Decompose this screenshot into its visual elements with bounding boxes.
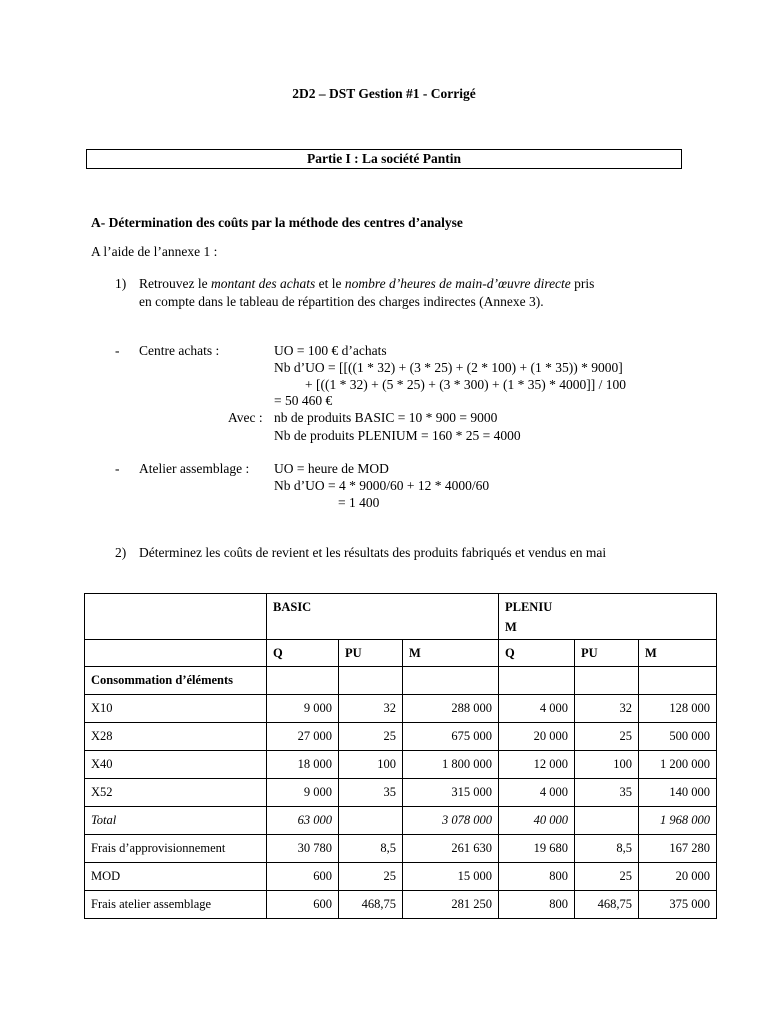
table-cell: 167 280 <box>639 835 717 863</box>
q1-mid: et le <box>315 276 345 291</box>
table-cell: 375 000 <box>639 891 717 919</box>
table-cell: 600 <box>267 891 339 919</box>
q1-em-achats: montant des achats <box>210 276 316 291</box>
table-cell: 315 000 <box>403 779 499 807</box>
table-cell: 18 000 <box>267 751 339 779</box>
table-cell: 100 <box>339 751 403 779</box>
table-cell: 25 <box>339 863 403 891</box>
table-cell: 675 000 <box>403 723 499 751</box>
table-corner-cell <box>85 594 267 640</box>
table-cell: 25 <box>339 723 403 751</box>
table-cell <box>499 667 575 695</box>
q1-pre: Retrouvez le <box>139 276 211 291</box>
intro-text: A l’aide de l’annexe 1 : <box>91 244 218 259</box>
table-cell: 25 <box>575 723 639 751</box>
achats-label: Centre achats : <box>139 343 220 358</box>
table-cell: 35 <box>575 779 639 807</box>
row-label: X28 <box>85 723 267 751</box>
atelier-bullet: - <box>115 461 120 476</box>
table-cell: 40 000 <box>499 807 575 835</box>
table-cell: 500 000 <box>639 723 717 751</box>
table-cell: 27 000 <box>267 723 339 751</box>
q1-line2: en compte dans le tableau de répartition des charges indirectes (Annexe 3). <box>139 294 544 309</box>
table-cell: 4 000 <box>499 779 575 807</box>
row-label: X10 <box>85 695 267 723</box>
table-cell: 468,75 <box>575 891 639 919</box>
table-cell <box>403 667 499 695</box>
sub-header-cell: M <box>403 640 499 667</box>
group-header-plenium <box>499 594 717 640</box>
table-cell: 25 <box>575 863 639 891</box>
table-cell: 8,5 <box>339 835 403 863</box>
cost-table <box>84 593 717 919</box>
table-cell: 1 800 000 <box>403 751 499 779</box>
achats-line-result: = 50 460 € <box>274 393 333 408</box>
table-cell: 288 000 <box>403 695 499 723</box>
table-row <box>85 807 717 835</box>
table-cell: 32 <box>575 695 639 723</box>
sub-header-blank <box>85 640 267 667</box>
part-title: Partie I : La société Pantin <box>306 151 462 166</box>
atelier-line-uo: UO = heure de MOD <box>274 461 389 476</box>
table-cell: 1 200 000 <box>639 751 717 779</box>
row-label: Frais atelier assemblage <box>85 891 267 919</box>
table-cell: 600 <box>267 863 339 891</box>
sub-header-cell: M <box>639 640 717 667</box>
achats-line-uo: UO = 100 € d’achats <box>274 343 387 358</box>
q2-number: 2) <box>115 545 127 560</box>
atelier-label: Atelier assemblage : <box>139 461 250 476</box>
atelier-line-result: = 1 400 <box>338 495 380 510</box>
table-body <box>85 667 717 919</box>
table-cell: 128 000 <box>639 695 717 723</box>
table-cell: 20 000 <box>639 863 717 891</box>
table-cell <box>267 667 339 695</box>
table-cell <box>339 807 403 835</box>
table-cell: 8,5 <box>575 835 639 863</box>
table-cell: 261 630 <box>403 835 499 863</box>
table-row <box>85 723 717 751</box>
table-cell <box>339 667 403 695</box>
row-label: Frais d’approvisionnement <box>85 835 267 863</box>
table-row <box>85 779 717 807</box>
group-header-plenium-text: PLENIUM <box>505 600 553 634</box>
achats-line-continued: + [((1 * 32) + (5 * 25) + (3 * 300) + (1 * 35) * 4000]] / 100 <box>305 377 627 392</box>
achats-bullet: - <box>115 343 120 358</box>
table-row <box>85 751 717 779</box>
table-cell: 468,75 <box>339 891 403 919</box>
table-cell: 140 000 <box>639 779 717 807</box>
table-cell: 4 000 <box>499 695 575 723</box>
table-cell: 19 680 <box>499 835 575 863</box>
table-cell: 12 000 <box>499 751 575 779</box>
q1-em-heures: nombre d’heures de main-d’œuvre directe <box>344 276 571 291</box>
q1-number: 1) <box>115 276 127 291</box>
table-group-header-row <box>85 594 717 640</box>
table-cell: 800 <box>499 863 575 891</box>
table-cell: 3 078 000 <box>403 807 499 835</box>
table-row <box>85 695 717 723</box>
table-cell: 800 <box>499 891 575 919</box>
q2-text: Déterminez les coûts de revient et les résultats des produits fabriqués et vendus en mai <box>139 545 607 560</box>
table-row <box>85 891 717 919</box>
table-cell: 1 968 000 <box>639 807 717 835</box>
table-cell: 281 250 <box>403 891 499 919</box>
table-cell <box>639 667 717 695</box>
q1-line1 <box>139 276 594 292</box>
table-cell: 9 000 <box>267 779 339 807</box>
table-cell: 35 <box>339 779 403 807</box>
sub-header-cell: Q <box>267 640 339 667</box>
atelier-line-nb-uo: Nb d’UO = 4 * 9000/60 + 12 * 4000/60 <box>274 478 490 493</box>
table-row <box>85 863 717 891</box>
achats-avec: Avec : <box>228 410 263 425</box>
table-cell <box>575 667 639 695</box>
table-cell: 32 <box>339 695 403 723</box>
sub-header-cell: PU <box>339 640 403 667</box>
q1-post: pris <box>570 276 595 291</box>
table-cell: 63 000 <box>267 807 339 835</box>
document-title: 2D2 – DST Gestion #1 - Corrigé <box>292 86 476 101</box>
group-header-basic: BASIC <box>267 594 499 640</box>
table-cell: 15 000 <box>403 863 499 891</box>
achats-line-nb-uo: Nb d’UO = [[((1 * 32) + (3 * 25) + (2 * 100) + (1 * 35)) * 9000] <box>274 360 623 375</box>
row-label: X52 <box>85 779 267 807</box>
row-label: X40 <box>85 751 267 779</box>
table-cell: 20 000 <box>499 723 575 751</box>
row-label: Total <box>85 807 267 835</box>
table-cell: 100 <box>575 751 639 779</box>
row-label: Consommation d’éléments <box>85 667 267 695</box>
part-title-box <box>86 149 682 169</box>
sub-header-cell: PU <box>575 640 639 667</box>
table-cell <box>575 807 639 835</box>
section-a-heading: A- Détermination des coûts par la méthode des centres d’analyse <box>91 215 463 230</box>
achats-line-plenium: Nb de produits PLENIUM = 160 * 25 = 4000 <box>274 428 521 443</box>
table-cell: 30 780 <box>267 835 339 863</box>
table-row <box>85 667 717 695</box>
table-row <box>85 835 717 863</box>
table-sub-header-row <box>85 640 717 667</box>
achats-line-basic: nb de produits BASIC = 10 * 900 = 9000 <box>274 410 498 425</box>
row-label: MOD <box>85 863 267 891</box>
table-cell: 9 000 <box>267 695 339 723</box>
sub-header-cell: Q <box>499 640 575 667</box>
